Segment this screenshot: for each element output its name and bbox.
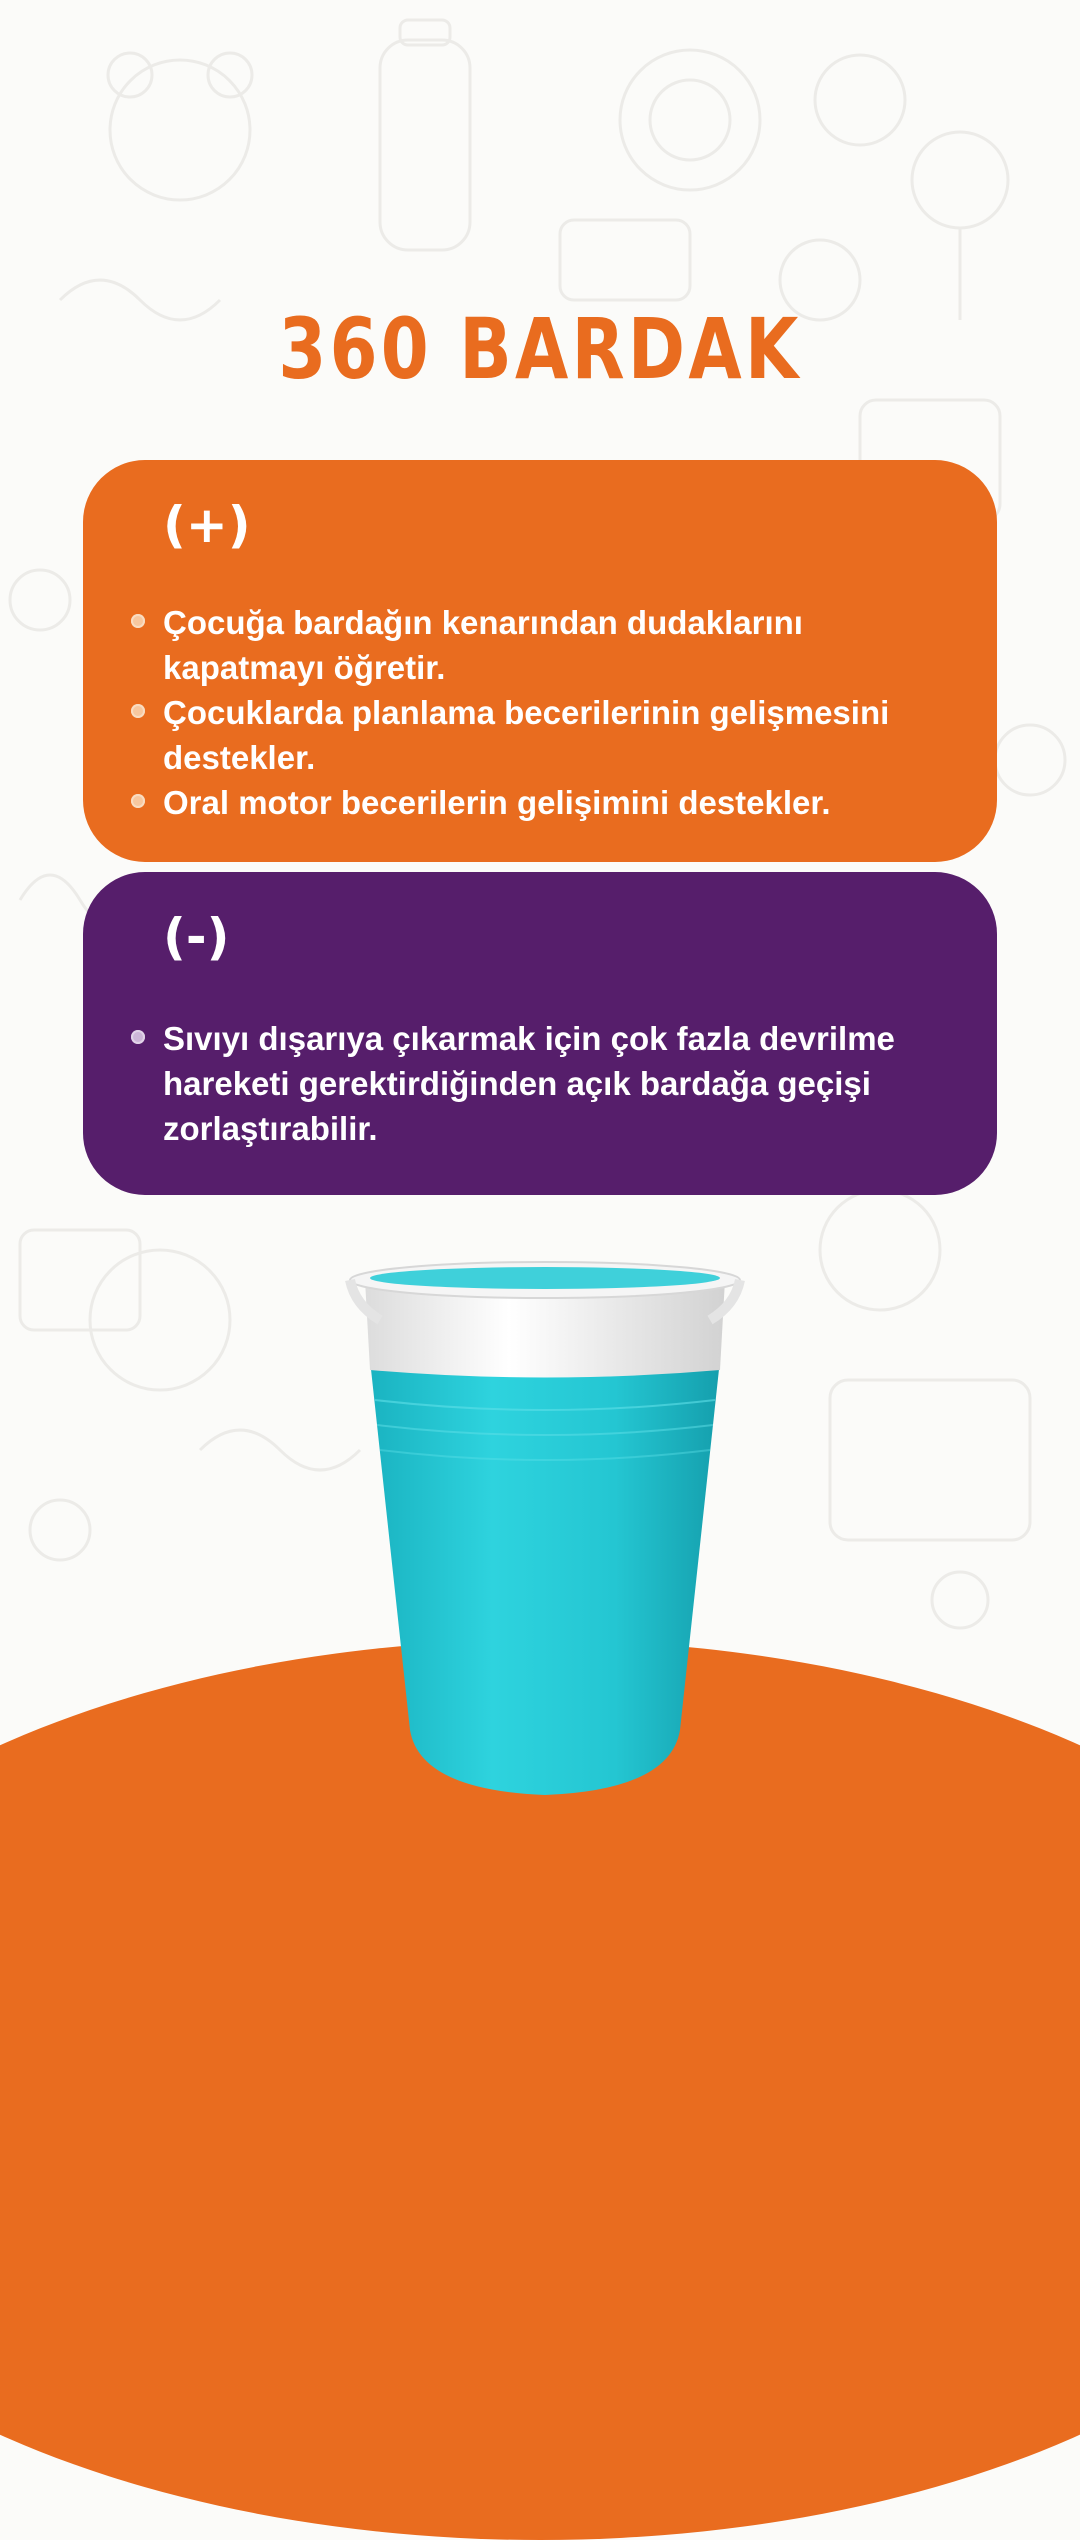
plus-sign: (+): [163, 496, 251, 554]
cons-card: [83, 872, 997, 1195]
list-item: [131, 690, 957, 780]
bullet-icon: [131, 704, 145, 718]
pros-item-text: Oral motor becerilerin gelişimini destekler.: [163, 784, 831, 821]
bullet-icon: [131, 614, 145, 628]
page-title: 360 BARDAK: [278, 300, 802, 398]
bullet-icon: [131, 1030, 145, 1044]
pros-list: [131, 600, 957, 825]
list-item: [131, 1016, 957, 1151]
bullet-icon: [131, 794, 145, 808]
pros-card: [83, 460, 997, 862]
list-item: [131, 780, 957, 825]
minus-sign: (-): [163, 908, 230, 966]
pros-item-text: Çocuğa bardağın kenarından dudaklarını kapatmayı öğretir.: [163, 604, 803, 686]
sippy-cup-image: [340, 1250, 750, 1810]
cons-list: [131, 1016, 957, 1151]
cons-item-text: Sıvıyı dışarıya çıkarmak için çok fazla devrilme hareketi gerektirdiğinden açık bardağa geçişi zorlaştırabilir.: [163, 1020, 895, 1147]
pros-item-text: Çocuklarda planlama becerilerinin gelişmesini destekler.: [163, 694, 890, 776]
list-item: [131, 600, 957, 690]
